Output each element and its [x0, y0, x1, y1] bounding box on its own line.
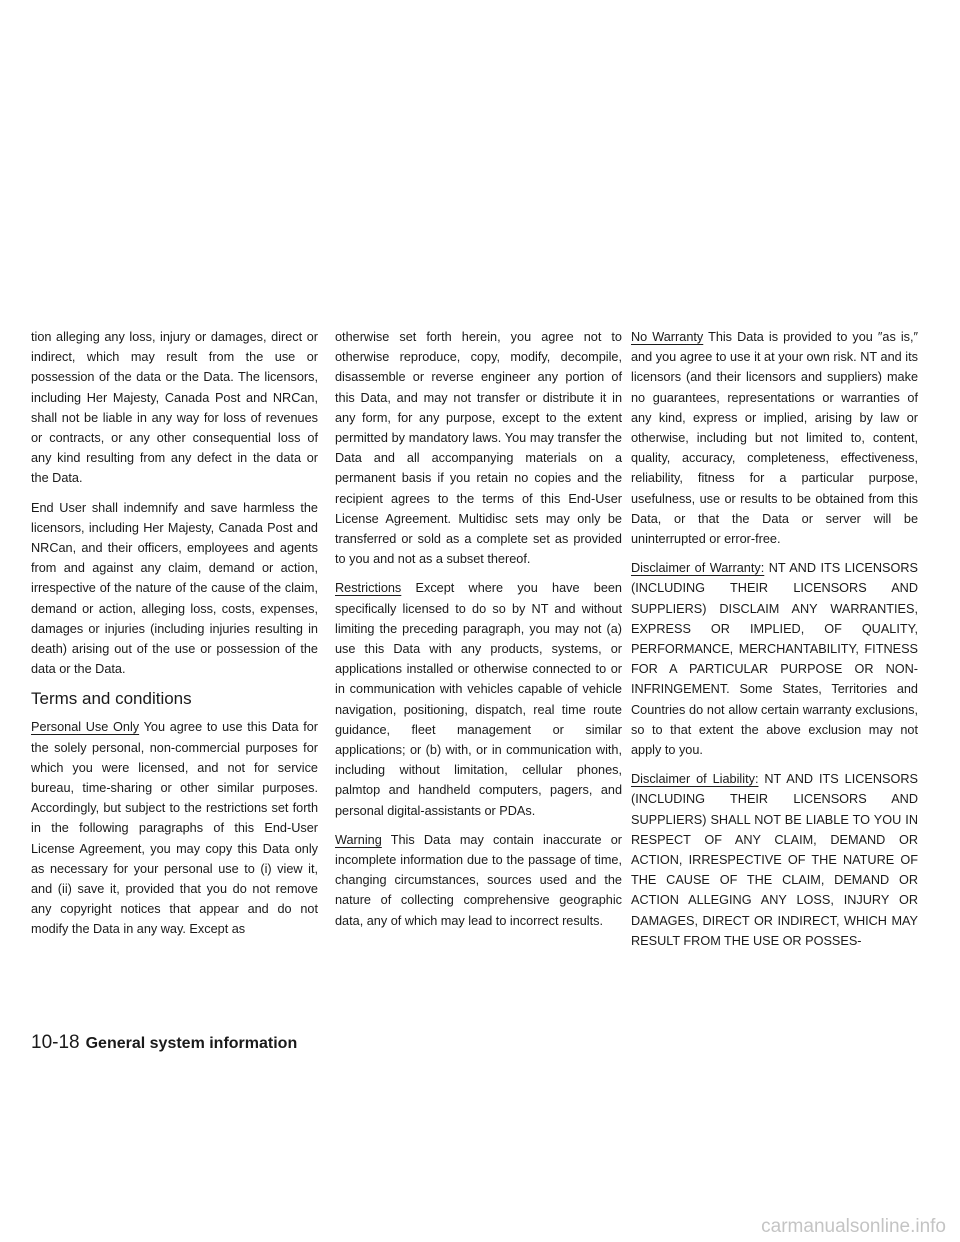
page-number: 10-18 — [31, 1032, 80, 1053]
paragraph-lead-title: Restrictions — [335, 581, 402, 596]
restrictions-paragraph — [335, 578, 622, 820]
chapter-title: General system information — [85, 1035, 298, 1052]
paragraph: otherwise set forth herein, you agree not to otherwise reproduce, copy, modify, decompile, disassemble or reverse engineer any portion of this Data, and may not transfer or distribute it in any form, for any purpose, except to the extent permitted by mandatory laws. You may transfer the Data and all accompanying materials on a permanent basis if you retain no copies and the recipient agrees to the terms of this End-User License Agreement. Multidisc sets may only be transferred or sold as a complete set as provided to you and not as a subset thereof. — [335, 330, 622, 567]
paragraph-body: Except where you have been specifically licensed to do so by NT and without limiting the preceding paragraph, you may not (a) use this Data with any products, systems, or applications installed or otherwise connected to or in communication with vehicles capable of vehicle navigation, positioning, dispatch, real time route guidance, fleet management or similar applications; or (b) with, or in communication with, including without limitation, cellular phones, palmtop and handheld computers, pagers, and personal digital-assistants or PDAs. — [335, 581, 622, 818]
disclaimer-liability-paragraph — [631, 769, 918, 951]
text-column-2 — [335, 327, 622, 940]
paragraph-lead-title: Disclaimer of Warranty: — [631, 561, 765, 576]
section-heading: Terms and conditions — [31, 689, 192, 709]
watermark: carmanualsonline.info — [761, 1216, 946, 1237]
paragraph-body: NT AND ITS LICENSORS (INCLUDING THEIR LICENSORS AND SUPPLIERS) DISCLAIM ANY WARRANTIES, EXPRESS OR IMPLIED, OF QUALITY, PERFORMANCE, MERCHANTABILITY, FITNESS FOR A PARTICULAR PURPOSE OR NON-INFRINGEMENT. Some States, Territories and Countries do not allow certain warranty exclusions, so to that extent the above exclusion may not apply to you. — [631, 561, 918, 758]
paragraph-body: NT AND ITS LICENSORS (INCLUDING THEIR LICENSORS AND SUPPLIERS) SHALL NOT BE LIABLE TO YOU IN RESPECT OF ANY CLAIM, DEMAND OR ACTION, IRRESPECTIVE OF THE NATURE OF THE CAUSE OF THE CLAIM, DEMAND OR ACTION ALLEGING ANY LOSS, INJURY OR DAMAGES, DIRECT OR INDIRECT, WHICH MAY RESULT FROM THE USE OR POSSES- — [631, 772, 918, 948]
paragraph-body: This Data may contain inaccurate or incomplete information due to the passage of time, changing circumstances, sources used and the nature of collecting comprehensive geographic data, any of which may lead to incorrect results. — [335, 832, 623, 928]
personal-use-paragraph — [31, 717, 318, 939]
paragraph-lead-title: Warning — [335, 832, 382, 847]
text-column-3 — [631, 327, 918, 960]
no-warranty-paragraph — [631, 327, 918, 549]
page-footer — [31, 1032, 297, 1054]
text-column-1 — [31, 327, 318, 949]
paragraph-lead-title: Disclaimer of Liability: — [631, 772, 759, 787]
paragraph-body: This Data is provided to you ″as is,″ and you agree to use it at your own risk. NT and its licensors (and their licensors and suppliers) make no guarantees, representations or warranties of any kind, express or implied, arising by law or otherwise, including but not limited to, content, quality, accuracy, completeness, effectiveness, reliability, fitness for a particular purpose, usefulness, use or results to be obtained from this Data, or that the Data or server will be uninterrupted or error-free. — [631, 330, 918, 547]
paragraph-body: You agree to use this Data for the solely personal, non-commercial purposes for which you were licensed, and not for service bureau, time-sharing or other similar purposes. Accordingly, but subject to the restrictions set forth in the following paragraphs of this End-User License Agreement, you may copy this Data only as necessary for your personal use to (i) view it, and (ii) save it, provided that you do not remove any copyright notices that appear and do not modify the Data in any way. Except as — [31, 720, 318, 937]
paragraph-lead-title: No Warranty — [631, 330, 704, 344]
paragraph: End User shall indemnify and save harmless the licensors, including Her Majesty, Canada Post and NRCan, and their officers, employees and agents from and against any claim, demand or action, irrespective of the nature of the cause of the claim, demand or action, alleging loss, costs, expenses, damages or injuries (including injuries resulting in death) arising out of the use or possession of the data or the Data. — [31, 500, 318, 677]
disclaimer-warranty-paragraph — [631, 558, 918, 760]
paragraph-lead-title: Personal Use Only — [31, 720, 140, 735]
paragraph: tion alleging any loss, injury or damages, direct or indirect, which may result from the use or possession of the data or the Data. The licensors, including Her Majesty, Canada Post and NRCan, shall not be liable in any way for loss of revenues or contracts, or any other consequential loss of any kind resulting from any defect in the data or the Data. — [31, 330, 318, 486]
warning-paragraph — [335, 830, 622, 931]
